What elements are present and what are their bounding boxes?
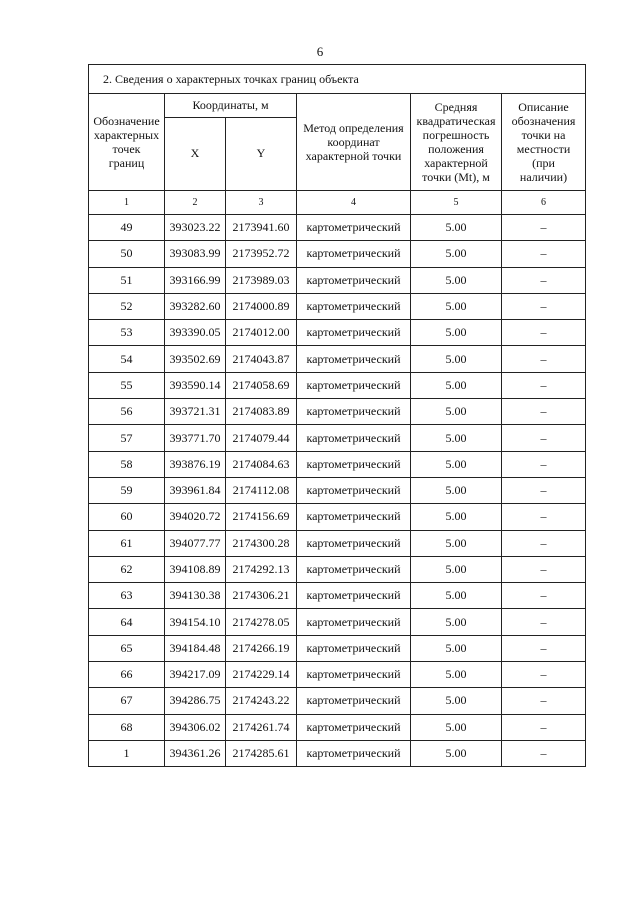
column-number: 6 <box>502 191 586 215</box>
header-description: Описание обозначения точки на местности (при наличии) <box>502 94 586 191</box>
description-cell: – <box>502 451 586 477</box>
coord-x-cell: 393961.84 <box>165 477 226 503</box>
error-mt-cell: 5.00 <box>411 530 502 556</box>
point-id-cell: 54 <box>89 346 165 372</box>
description-cell: – <box>502 740 586 766</box>
point-id-cell: 56 <box>89 399 165 425</box>
method-cell: картометрический <box>297 530 411 556</box>
title-row <box>89 65 586 94</box>
coord-x-cell: 393390.05 <box>165 320 226 346</box>
table-body <box>89 65 586 767</box>
coord-x-cell: 393083.99 <box>165 241 226 267</box>
description-cell: – <box>502 293 586 319</box>
point-id-cell: 60 <box>89 504 165 530</box>
point-id-cell: 49 <box>89 215 165 241</box>
error-mt-cell: 5.00 <box>411 662 502 688</box>
coord-x-cell: 394130.38 <box>165 583 226 609</box>
table-row <box>89 530 586 556</box>
method-cell: картометрический <box>297 399 411 425</box>
coord-x-cell: 393876.19 <box>165 451 226 477</box>
table-row <box>89 372 586 398</box>
point-id-cell: 63 <box>89 583 165 609</box>
coord-y-cell: 2174043.87 <box>226 346 297 372</box>
error-mt-cell: 5.00 <box>411 425 502 451</box>
coord-x-cell: 393721.31 <box>165 399 226 425</box>
method-cell: картометрический <box>297 583 411 609</box>
point-id-cell: 52 <box>89 293 165 319</box>
description-cell: – <box>502 583 586 609</box>
error-mt-cell: 5.00 <box>411 583 502 609</box>
description-cell: – <box>502 504 586 530</box>
table-row <box>89 714 586 740</box>
error-mt-cell: 5.00 <box>411 399 502 425</box>
coord-x-cell: 394154.10 <box>165 609 226 635</box>
column-number: 4 <box>297 191 411 215</box>
coord-x-cell: 394361.26 <box>165 740 226 766</box>
method-cell: картометрический <box>297 609 411 635</box>
error-mt-cell: 5.00 <box>411 372 502 398</box>
method-cell: картометрический <box>297 267 411 293</box>
description-cell: – <box>502 267 586 293</box>
description-cell: – <box>502 399 586 425</box>
table-row <box>89 504 586 530</box>
coord-y-cell: 2174079.44 <box>226 425 297 451</box>
header-method: Метод определения координат характерной точки <box>297 94 411 191</box>
table-row <box>89 451 586 477</box>
point-id-cell: 50 <box>89 241 165 267</box>
section-title: 2. Сведения о характерных точках границ объекта <box>89 65 586 94</box>
coord-y-cell: 2174000.89 <box>226 293 297 319</box>
point-id-cell: 67 <box>89 688 165 714</box>
coord-x-cell: 393590.14 <box>165 372 226 398</box>
coord-x-cell: 394306.02 <box>165 714 226 740</box>
point-id-cell: 64 <box>89 609 165 635</box>
table-row <box>89 583 586 609</box>
table-row <box>89 346 586 372</box>
header-error: Средняя квадратическая погрешность положения характерной точки (Mt), м <box>411 94 502 191</box>
error-mt-cell: 5.00 <box>411 346 502 372</box>
description-cell: – <box>502 425 586 451</box>
error-mt-cell: 5.00 <box>411 609 502 635</box>
coord-y-cell: 2174084.63 <box>226 451 297 477</box>
column-number: 5 <box>411 191 502 215</box>
coord-y-cell: 2174266.19 <box>226 635 297 661</box>
coord-y-cell: 2174156.69 <box>226 504 297 530</box>
coord-y-cell: 2173989.03 <box>226 267 297 293</box>
coord-y-cell: 2174278.05 <box>226 609 297 635</box>
table-row <box>89 399 586 425</box>
method-cell: картометрический <box>297 293 411 319</box>
coord-y-cell: 2174292.13 <box>226 556 297 582</box>
column-numbers-row <box>89 191 586 215</box>
description-cell: – <box>502 241 586 267</box>
header-y: Y <box>226 117 297 190</box>
table-row <box>89 609 586 635</box>
error-mt-cell: 5.00 <box>411 215 502 241</box>
table-row <box>89 425 586 451</box>
table-row <box>89 477 586 503</box>
coord-x-cell: 393023.22 <box>165 215 226 241</box>
point-id-cell: 57 <box>89 425 165 451</box>
error-mt-cell: 5.00 <box>411 740 502 766</box>
coord-x-cell: 393166.99 <box>165 267 226 293</box>
description-cell: – <box>502 714 586 740</box>
coord-x-cell: 394286.75 <box>165 688 226 714</box>
boundary-points-table <box>88 64 586 767</box>
coord-y-cell: 2174306.21 <box>226 583 297 609</box>
point-id-cell: 1 <box>89 740 165 766</box>
error-mt-cell: 5.00 <box>411 714 502 740</box>
coord-y-cell: 2173941.60 <box>226 215 297 241</box>
table-row <box>89 320 586 346</box>
method-cell: картометрический <box>297 740 411 766</box>
coord-x-cell: 393282.60 <box>165 293 226 319</box>
error-mt-cell: 5.00 <box>411 635 502 661</box>
coord-y-cell: 2174243.22 <box>226 688 297 714</box>
method-cell: картометрический <box>297 635 411 661</box>
table-row <box>89 556 586 582</box>
error-mt-cell: 5.00 <box>411 556 502 582</box>
description-cell: – <box>502 530 586 556</box>
method-cell: картометрический <box>297 504 411 530</box>
method-cell: картометрический <box>297 662 411 688</box>
point-id-cell: 62 <box>89 556 165 582</box>
coord-y-cell: 2174083.89 <box>226 399 297 425</box>
coord-x-cell: 393771.70 <box>165 425 226 451</box>
method-cell: картометрический <box>297 215 411 241</box>
table-row <box>89 688 586 714</box>
error-mt-cell: 5.00 <box>411 293 502 319</box>
point-id-cell: 61 <box>89 530 165 556</box>
point-id-cell: 68 <box>89 714 165 740</box>
coord-y-cell: 2174012.00 <box>226 320 297 346</box>
method-cell: картометрический <box>297 714 411 740</box>
coord-x-cell: 393502.69 <box>165 346 226 372</box>
description-cell: – <box>502 372 586 398</box>
column-number: 1 <box>89 191 165 215</box>
coord-y-cell: 2174229.14 <box>226 662 297 688</box>
header-row <box>89 94 586 118</box>
error-mt-cell: 5.00 <box>411 504 502 530</box>
method-cell: картометрический <box>297 425 411 451</box>
header-designation: Обозначение характерных точек границ <box>89 94 165 191</box>
point-id-cell: 55 <box>89 372 165 398</box>
coord-x-cell: 394184.48 <box>165 635 226 661</box>
error-mt-cell: 5.00 <box>411 688 502 714</box>
error-mt-cell: 5.00 <box>411 451 502 477</box>
description-cell: – <box>502 556 586 582</box>
description-cell: – <box>502 635 586 661</box>
coord-x-cell: 394077.77 <box>165 530 226 556</box>
point-id-cell: 66 <box>89 662 165 688</box>
header-x: X <box>165 117 226 190</box>
point-id-cell: 53 <box>89 320 165 346</box>
error-mt-cell: 5.00 <box>411 477 502 503</box>
table-row <box>89 740 586 766</box>
description-cell: – <box>502 346 586 372</box>
method-cell: картометрический <box>297 477 411 503</box>
coord-x-cell: 394020.72 <box>165 504 226 530</box>
description-cell: – <box>502 662 586 688</box>
method-cell: картометрический <box>297 556 411 582</box>
table-row <box>89 215 586 241</box>
coord-y-cell: 2174112.08 <box>226 477 297 503</box>
table-row <box>89 267 586 293</box>
coord-x-cell: 394217.09 <box>165 662 226 688</box>
coord-y-cell: 2174261.74 <box>226 714 297 740</box>
table-row <box>89 635 586 661</box>
table-row <box>89 662 586 688</box>
coord-y-cell: 2174058.69 <box>226 372 297 398</box>
description-cell: – <box>502 320 586 346</box>
coord-y-cell: 2174300.28 <box>226 530 297 556</box>
description-cell: – <box>502 609 586 635</box>
coord-y-cell: 2174285.61 <box>226 740 297 766</box>
description-cell: – <box>502 215 586 241</box>
table-row <box>89 293 586 319</box>
method-cell: картометрический <box>297 451 411 477</box>
method-cell: картометрический <box>297 241 411 267</box>
header-coordinates: Координаты, м <box>165 94 297 118</box>
column-number: 3 <box>226 191 297 215</box>
description-cell: – <box>502 477 586 503</box>
method-cell: картометрический <box>297 372 411 398</box>
point-id-cell: 58 <box>89 451 165 477</box>
point-id-cell: 59 <box>89 477 165 503</box>
method-cell: картометрический <box>297 320 411 346</box>
coord-y-cell: 2173952.72 <box>226 241 297 267</box>
method-cell: картометрический <box>297 688 411 714</box>
error-mt-cell: 5.00 <box>411 241 502 267</box>
error-mt-cell: 5.00 <box>411 320 502 346</box>
method-cell: картометрический <box>297 346 411 372</box>
column-number: 2 <box>165 191 226 215</box>
page-number: 6 <box>316 44 324 59</box>
coord-x-cell: 394108.89 <box>165 556 226 582</box>
point-id-cell: 51 <box>89 267 165 293</box>
table-row <box>89 241 586 267</box>
point-id-cell: 65 <box>89 635 165 661</box>
error-mt-cell: 5.00 <box>411 267 502 293</box>
description-cell: – <box>502 688 586 714</box>
